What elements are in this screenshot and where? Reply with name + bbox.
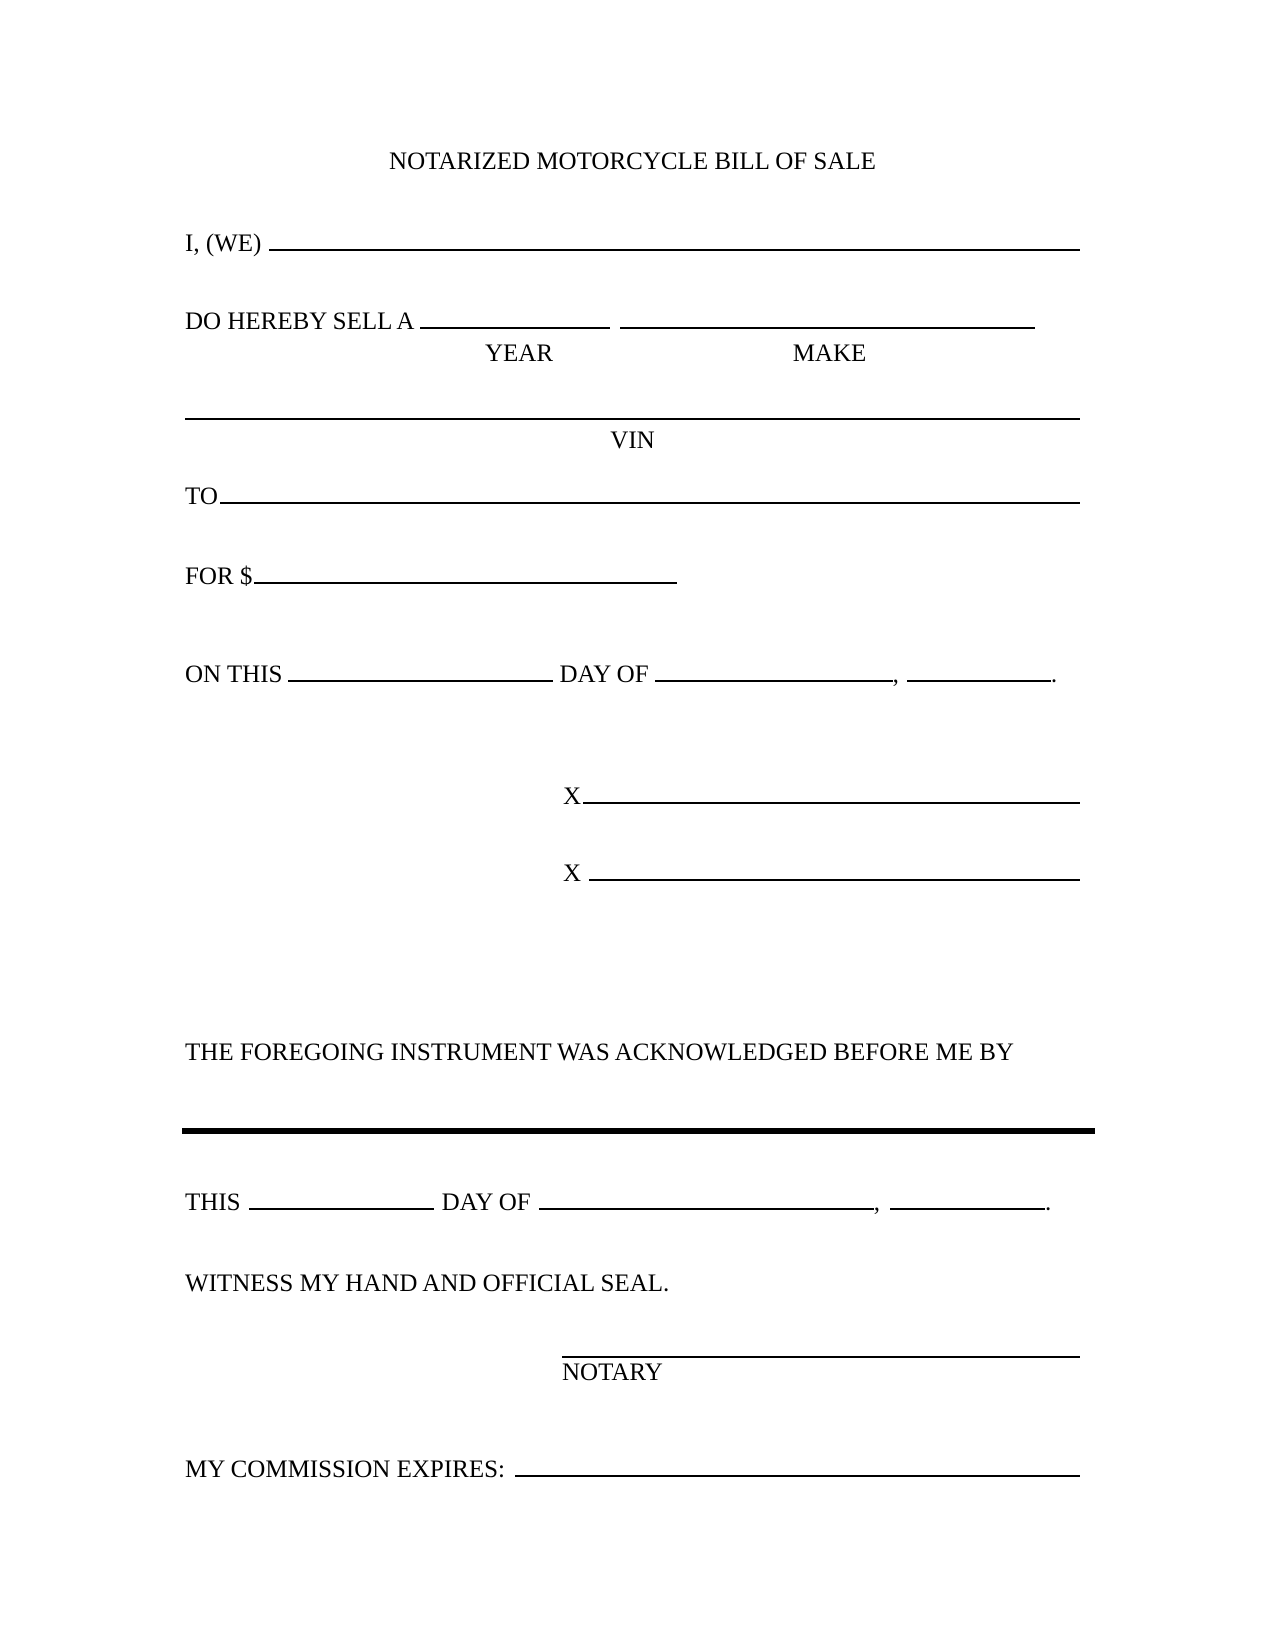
vehicle-year-blank	[420, 327, 610, 329]
make-label: MAKE	[792, 340, 867, 367]
seller-name-blank	[269, 249, 1080, 251]
page-title: NOTARIZED MOTORCYCLE BILL OF SALE	[389, 148, 876, 175]
sale-date-line	[185, 660, 1057, 690]
sale-month-blank	[655, 680, 893, 682]
signature-1-x-label: X	[563, 783, 582, 810]
commission-line	[185, 1455, 1080, 1485]
signature-1-blank	[583, 802, 1080, 804]
signature-2-x-label: X	[563, 860, 582, 887]
seller-intro-label: I, (WE)	[185, 230, 262, 257]
sale-statement-line	[185, 307, 1035, 337]
signature-line-2	[563, 859, 1080, 889]
seller-line	[185, 229, 1080, 259]
notary-year-blank	[890, 1208, 1045, 1210]
vin-label-row	[185, 426, 1080, 456]
document-title-row	[185, 147, 1080, 177]
sale-day-of-label: DAY OF	[559, 661, 649, 688]
witness-statement: WITNESS MY HAND AND OFFICIAL SEAL.	[185, 1270, 670, 1297]
price-line	[185, 562, 677, 592]
signature-2-blank	[589, 879, 1080, 881]
notary-day-of-label: DAY OF	[441, 1189, 531, 1216]
vehicle-make-blank	[620, 327, 1035, 329]
year-label: YEAR	[484, 340, 554, 367]
sale-date-comma: ,	[892, 661, 899, 688]
notary-date-line	[185, 1188, 1051, 1218]
commission-expiry-blank	[515, 1475, 1080, 1477]
buyer-line	[185, 482, 1080, 512]
sale-day-blank	[288, 680, 553, 682]
price-label: FOR $	[185, 563, 253, 590]
sale-year-blank	[907, 680, 1051, 682]
commission-expiry-label: MY COMMISSION EXPIRES:	[185, 1456, 505, 1483]
acknowledgement-text: THE FOREGOING INSTRUMENT WAS ACKNOWLEDGED BEFORE ME BY	[185, 1039, 1014, 1066]
notary-date-comma: ,	[873, 1189, 880, 1216]
signature-line-1	[563, 782, 1080, 812]
sale-date-period: .	[1050, 661, 1058, 688]
notary-date-period: .	[1044, 1189, 1052, 1216]
buyer-name-blank	[220, 502, 1080, 504]
vin-label: VIN	[610, 427, 655, 454]
make-label-row	[624, 339, 1035, 369]
section-divider	[182, 1128, 1095, 1134]
buyer-label: TO	[185, 483, 218, 510]
notary-day-blank	[249, 1208, 434, 1210]
witness-row	[185, 1269, 669, 1299]
acknowledgement-row	[185, 1038, 1014, 1068]
sale-statement-label: DO HEREBY SELL A	[185, 308, 415, 335]
notary-label: NOTARY	[562, 1359, 663, 1386]
notary-month-blank	[539, 1208, 874, 1210]
notary-date-prefix: THIS	[185, 1189, 241, 1216]
sale-date-prefix: ON THIS	[185, 661, 283, 688]
notary-label-row	[562, 1358, 663, 1388]
year-label-row	[424, 339, 614, 369]
price-blank	[254, 582, 677, 584]
vin-blank	[185, 418, 1080, 420]
